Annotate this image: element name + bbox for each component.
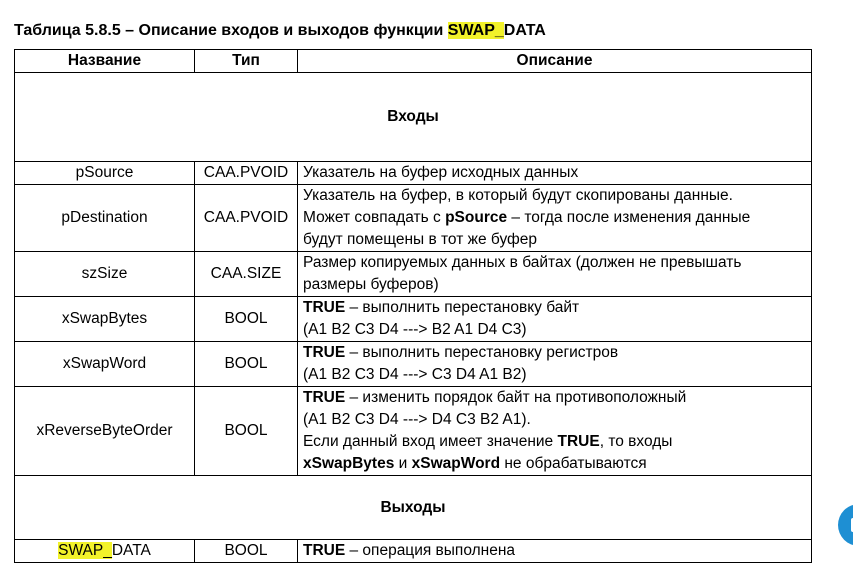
param-type: BOOL <box>195 297 298 342</box>
section-outputs: Выходы <box>15 476 812 540</box>
floating-action-button[interactable] <box>838 504 853 546</box>
table-row <box>15 297 812 342</box>
table-row <box>15 540 812 563</box>
section-inputs: Входы <box>15 73 812 162</box>
param-name: xSwapWord <box>15 342 195 387</box>
param-name: pSource <box>15 162 195 185</box>
param-desc: TRUE – выполнить перестановку регистров (A1 B2 C3 D4 ---> C3 D4 A1 B2) <box>298 342 812 387</box>
table-row <box>15 162 812 185</box>
param-name: xSwapBytes <box>15 297 195 342</box>
param-desc: Размер копируемых данных в байтах (должен не превышать размеры буферов) <box>298 252 812 297</box>
caption-prefix: Таблица 5.8.5 – Описание входов и выходов функции <box>14 22 448 39</box>
table-caption <box>14 22 546 40</box>
header-desc: Описание <box>298 50 812 73</box>
section-row-inputs <box>15 73 812 162</box>
param-type: BOOL <box>195 387 298 476</box>
table-row <box>15 342 812 387</box>
param-desc: Указатель на буфер, в который будут скопированы данные. Может совпадать с pSource – тогда после изменения данные будут помещены в тот же буфер <box>298 185 812 252</box>
caption-suffix: DATA <box>503 22 546 39</box>
table-row <box>15 387 812 476</box>
header-type: Тип <box>195 50 298 73</box>
output-desc: TRUE – операция выполнена <box>298 540 812 563</box>
param-name: szSize <box>15 252 195 297</box>
param-type: BOOL <box>195 342 298 387</box>
section-row-outputs <box>15 476 812 540</box>
table-row <box>15 252 812 297</box>
param-desc: Указатель на буфер исходных данных <box>298 162 812 185</box>
caption-highlight: SWAP_ <box>447 22 504 39</box>
param-name: xReverseByteOrder <box>15 387 195 476</box>
output-name: SWAP_DATA <box>15 540 195 563</box>
table-row <box>15 185 812 252</box>
output-type: BOOL <box>195 540 298 563</box>
param-name: pDestination <box>15 185 195 252</box>
io-table <box>14 49 812 563</box>
param-type: CAA.PVOID <box>195 185 298 252</box>
param-desc: TRUE – выполнить перестановку байт (A1 B2 C3 D4 ---> B2 A1 D4 C3) <box>298 297 812 342</box>
param-type: CAA.PVOID <box>195 162 298 185</box>
header-name: Название <box>15 50 195 73</box>
param-type: CAA.SIZE <box>195 252 298 297</box>
header-row <box>15 50 812 73</box>
param-desc: TRUE – изменить порядок байт на противоположный (A1 B2 C3 D4 ---> D4 C3 B2 A1). Если данный вход имеет значение TRUE, то входы xSwapBytes и xSwapWord не обрабатываются <box>298 387 812 476</box>
